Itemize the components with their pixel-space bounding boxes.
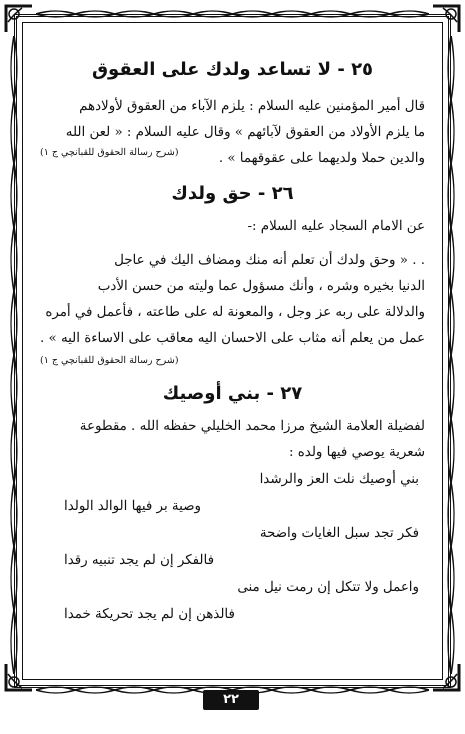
verse-first-hemistich: بني أوصيك نلت العز والرشدا [259, 472, 419, 487]
section-heading: ٢٥ - لا تساعد ولدك على العقوق [91, 59, 374, 80]
paragraph-text: والدين حملا ولديهما على عقوقهما » . [218, 151, 425, 166]
section-intro: عن الامام السجاد عليه السلام :- [247, 219, 425, 234]
section-intro-line: لفضيلة العلامة الشيخ مرزا محمد الخليلي حفظه الله . مقطوعة [79, 419, 425, 434]
ornament-corner-bottom-left [4, 662, 34, 692]
page-number: ٢٢ [203, 690, 259, 710]
ornament-corner-bottom-right [431, 662, 461, 692]
paragraph-line: عمل من يعلم أنه مثاب على الاحسان اليه معاقب على الاساءة اليه » . [39, 331, 425, 346]
section-intro-line: شعرية يوصي فيها ولده : [289, 445, 425, 460]
source-citation: (شرح رسالة الحقوق للقبانچي ج ١) [40, 355, 179, 366]
verse-second-hemistich: فالذهن إن لم يجد تحريكة خمدا [64, 607, 235, 622]
source-citation: (شرح رسالة الحقوق للقبانچي ج ١) [40, 147, 179, 158]
verse-second-hemistich: فالفكر إن لم يجد تنبيه رقدا [64, 553, 214, 568]
paragraph-line: والدلالة على ربه عز وجل ، والمعونة له على طاعته ، فأعمل في أمره [45, 305, 425, 320]
verse-first-hemistich: واعمل ولا تتكل إن رمت نيل منى [237, 580, 419, 595]
paragraph-line: . . « وحق ولدك أن تعلم أنه منك ومضاف اليك في عاجل [114, 253, 425, 268]
verse-first-hemistich: فكر تجد سبل الغايات واضحة [259, 526, 419, 541]
paragraph-line: ما يلزم الأولاد من العقوق لآبائهم » وقال عليه السلام : « لعن الله [65, 125, 425, 140]
ornament-border-left [8, 36, 20, 674]
ornament-corner-top-right [431, 4, 461, 34]
verse-second-hemistich: وصية بر فيها الوالد الولدا [64, 499, 201, 514]
paragraph-line: قال أمير المؤمنين عليه السلام : يلزم الآباء من العقوق لأولادهم [79, 99, 425, 114]
ornament-border-right [445, 36, 457, 674]
ornament-corner-top-left [4, 4, 34, 34]
section-heading: ٢٦ - حق ولدك [171, 183, 294, 204]
ornament-border-top [36, 8, 429, 20]
section-heading: ٢٧ - بني أوصيك [162, 383, 303, 404]
page-content [40, 56, 425, 628]
paragraph-line [40, 146, 425, 172]
paragraph-line: الدنيا بخيره وشره ، وأنك مسؤول عما وليته من حسن الأدب [97, 279, 425, 294]
